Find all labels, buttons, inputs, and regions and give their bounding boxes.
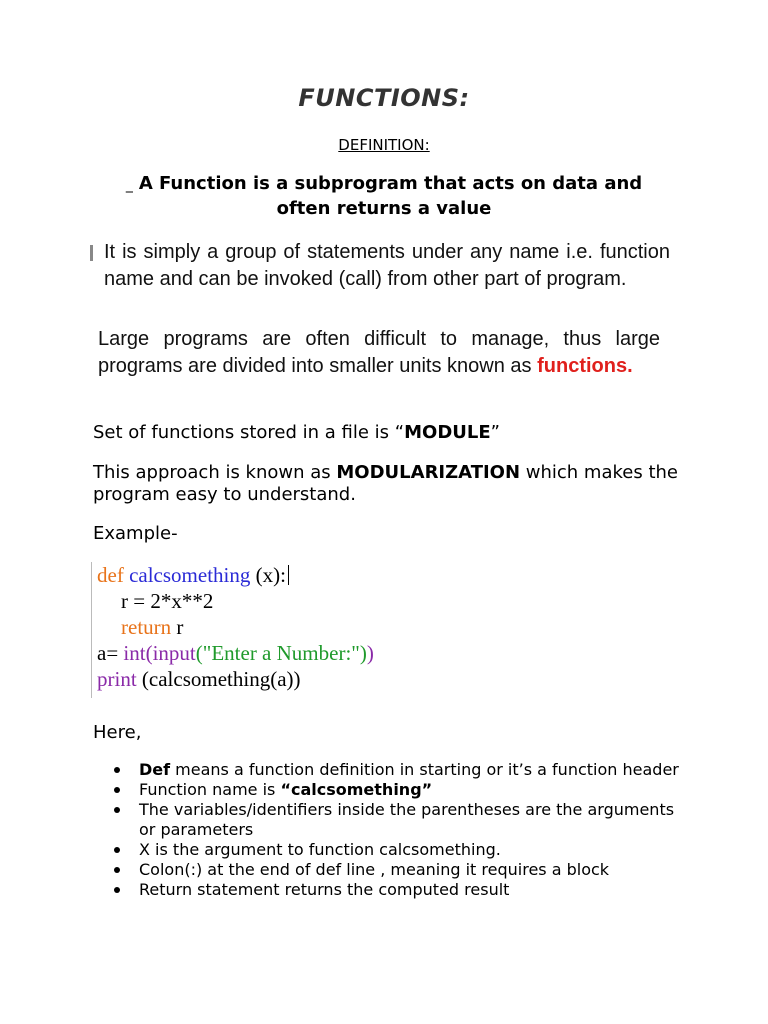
bullet-icon bbox=[114, 807, 120, 813]
code-print-args: (calcsomething(a)) bbox=[136, 667, 301, 691]
list-item bbox=[114, 780, 694, 800]
code-line-input bbox=[97, 640, 374, 666]
code-args: (x): bbox=[255, 563, 286, 587]
scanned-paragraph-text: Large programs are often difficult to manage, thus large programs are divided into smaller units known as bbox=[98, 328, 660, 377]
bullet-text: Return statement returns the computed result bbox=[139, 880, 510, 899]
code-left-rule bbox=[91, 562, 92, 698]
bullet-bar-icon bbox=[90, 245, 93, 261]
code-function-name: calcsomething bbox=[129, 563, 251, 587]
page-title: FUNCTIONS: bbox=[298, 84, 470, 112]
bullet-icon bbox=[114, 887, 120, 893]
definition-statement bbox=[100, 172, 668, 221]
bullet-bold: Def bbox=[139, 760, 171, 779]
code-example bbox=[91, 560, 471, 700]
list-item bbox=[114, 840, 694, 860]
bullet-icon bbox=[114, 847, 120, 853]
scanned-paragraph-large-programs bbox=[98, 326, 660, 380]
scanned-paragraph-text: It is simply a group of statements under any name i.e. function name and can be invoked (call) from other part of program. bbox=[104, 241, 670, 290]
code-close-paren: ) bbox=[366, 641, 374, 665]
bullet-icon bbox=[114, 787, 120, 793]
code-builtin-print: print bbox=[97, 667, 137, 691]
code-keyword-return: return bbox=[121, 615, 172, 639]
code-keyword-def: def bbox=[97, 563, 124, 587]
bullet-text: X is the argument to function calcsomething. bbox=[139, 840, 501, 859]
code-open-paren: ( bbox=[145, 641, 153, 665]
list-item bbox=[114, 860, 694, 880]
code-string: ("Enter a Number:") bbox=[195, 641, 367, 665]
modularization-suffix: which makes the program easy to understand. bbox=[93, 462, 678, 505]
definition-heading: DEFINITION: bbox=[338, 136, 430, 154]
module-prefix: Set of functions stored in a file is “ bbox=[93, 422, 405, 443]
list-item bbox=[114, 800, 694, 840]
text-cursor-icon bbox=[288, 565, 289, 585]
bullet-icon bbox=[114, 867, 120, 873]
bullet-text: Function name is bbox=[139, 780, 281, 799]
example-label: Example- bbox=[93, 523, 178, 544]
bullet-icon bbox=[114, 767, 120, 773]
code-line-return bbox=[121, 614, 183, 640]
bullet-text: Colon(:) at the end of def line , meaning it requires a block bbox=[139, 860, 610, 879]
modularization-term: MODULARIZATION bbox=[336, 462, 521, 483]
list-item bbox=[114, 760, 694, 780]
bullet-bold: “calcsomething” bbox=[280, 780, 433, 799]
modularization-paragraph bbox=[93, 462, 683, 506]
code-builtin-int: int bbox=[123, 641, 146, 665]
here-label: Here, bbox=[93, 722, 142, 743]
list-item bbox=[114, 880, 694, 900]
functions-highlight: functions. bbox=[537, 355, 633, 377]
code-line-assign-r: r = 2*x**2 bbox=[121, 589, 214, 613]
code-line-def bbox=[97, 562, 289, 588]
module-paragraph bbox=[93, 422, 683, 444]
modularization-prefix: This approach is known as bbox=[93, 462, 337, 483]
scanned-paragraph-group-of-statements bbox=[104, 239, 670, 293]
module-term: MODULE bbox=[404, 422, 491, 443]
code-return-value: r bbox=[176, 615, 184, 639]
definition-text: A Function is a subprogram that acts on data and often returns a value bbox=[138, 173, 643, 219]
leading-dash: _ bbox=[125, 177, 133, 193]
explanation-list bbox=[114, 760, 694, 900]
module-suffix: ” bbox=[490, 422, 500, 443]
bullet-text: The variables/identifiers inside the parentheses are the arguments or parameters bbox=[139, 800, 675, 839]
code-line-print bbox=[97, 666, 301, 692]
bullet-text: means a function definition in starting or it’s a function header bbox=[170, 760, 679, 779]
code-assign-a: a= bbox=[97, 641, 124, 665]
code-builtin-input: input bbox=[152, 641, 196, 665]
